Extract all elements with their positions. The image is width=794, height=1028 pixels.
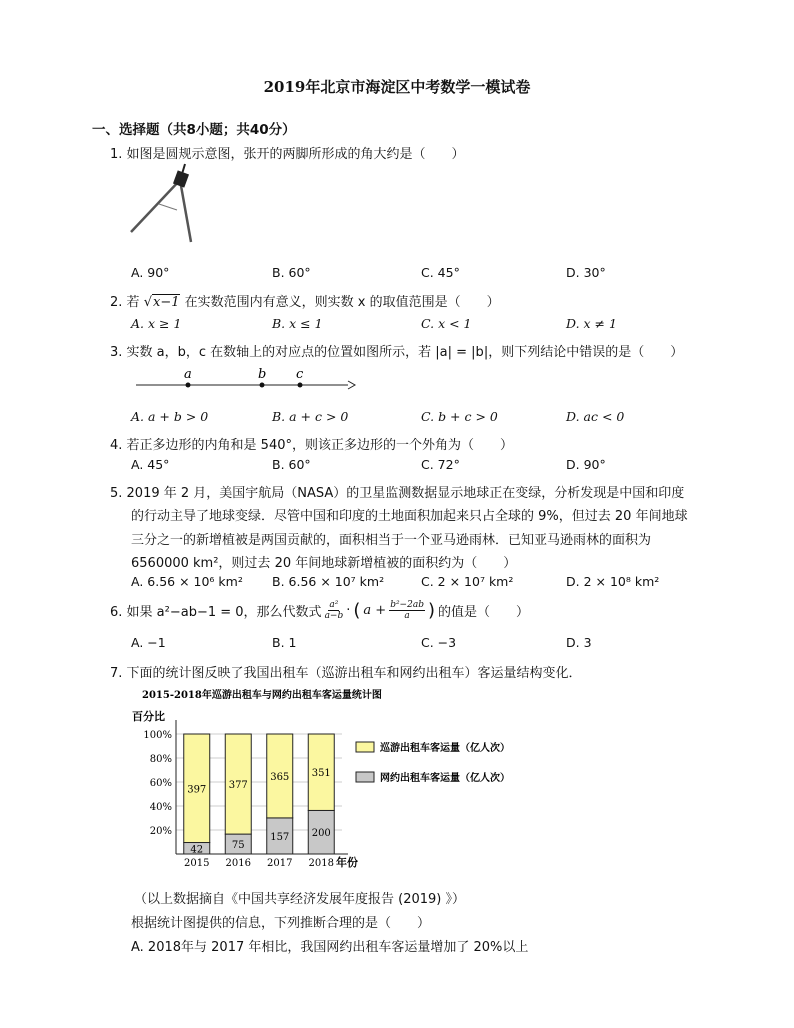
q6-option-d: D. 3 [566, 635, 592, 650]
legend-swatch [356, 742, 374, 752]
section-heading: 一、选择题（共8小题；共40分） [92, 122, 296, 138]
q1-option-b: B. 60° [272, 265, 311, 280]
q6-fraction-1-numerator: a² [329, 600, 339, 610]
q6-option-a: A. −1 [131, 635, 166, 650]
q6-fraction-1-denominator: a−b [324, 611, 344, 621]
q7-source: （以上数据摘自《中国共享经济发展年度报告 (2019) 》） [134, 892, 465, 907]
compass-right-leg [180, 180, 191, 242]
q7-option-a: A. 2018年与 2017 年相比，我国网约出租车客运量增加了 20%以上 [131, 940, 529, 955]
q3-option-d: D. ac < 0 [566, 409, 625, 424]
q4-option-a: A. 45° [131, 457, 170, 472]
chart-xtick-label: 2017 [267, 858, 293, 869]
bar-label-cruise-2018: 351 [311, 768, 331, 780]
q2-stem-post: 在实数范围内有意义，则实数 x 的取值范围是（ ） [184, 295, 500, 310]
q6-stem-post: 的值是（ ） [437, 605, 529, 620]
bar-label-online-2017: 157 [270, 831, 290, 843]
chart-ytick-label: 60% [149, 778, 172, 789]
q5-option-c: C. 2 × 10⁷ km² [421, 574, 514, 589]
chart-xtick-label: 2018 [308, 858, 334, 869]
legend-label: 网约出租车客运量（亿人次） [380, 773, 510, 784]
q2-option-c: C. x < 1 [421, 316, 472, 331]
bar-label-cruise-2017: 365 [270, 771, 290, 783]
q3-option-c: C. b + c > 0 [421, 409, 498, 424]
q5-option-d: D. 2 × 10⁸ km² [566, 574, 660, 589]
q6-stem [110, 600, 529, 621]
chart-xlabel: 年份 [336, 856, 358, 869]
number-line-figure [130, 366, 360, 394]
compass-left-leg [131, 180, 180, 232]
q5-option-b: B. 6.56 × 10⁷ km² [272, 574, 385, 589]
q2-radicand: x−1 [152, 295, 180, 310]
q5-line-1: 5. 2019 年 2 月，美国宇航局（NASA）的卫星监测数据显示地球正在变绿，分析发现是中国和印度 [110, 486, 685, 501]
q4-stem: 4. 若正多边形的内角和是 540°，则该正多边形的一个外角为（ ） [110, 438, 513, 453]
compass-figure [125, 162, 205, 246]
compass-hinge-bar [159, 204, 177, 210]
legend-swatch [356, 772, 374, 782]
q6-right-paren: ) [427, 600, 435, 621]
q2-stem-pre: 2. 若 [110, 295, 140, 310]
number-line-arrow [348, 381, 355, 389]
bar-label-cruise-2016: 377 [228, 780, 248, 792]
radical-sign: √ [143, 295, 152, 310]
bar-label-cruise-2015: 397 [187, 784, 207, 796]
q4-option-b: B. 60° [272, 457, 311, 472]
bar-label-online-2018: 200 [311, 828, 331, 840]
q3-option-b: B. a + c > 0 [272, 409, 349, 424]
q6-fraction-2 [389, 600, 425, 621]
q3-stem: 3. 实数 a，b，c 在数轴上的对应点的位置如图所示，若 |a| = |b|，则下列结论中错误的是（ ） [110, 345, 684, 360]
q5-line-3: 三分之一的新增植被是两国贡献的，面积相当于一个亚马逊雨林．已知亚马逊雨林的面积为 [131, 533, 652, 548]
q5-line-4: 6560000 km²，则过去 20 年间地球新增植被的面积约为（ ） [131, 556, 517, 571]
chart-xtick-label: 2016 [225, 858, 251, 869]
taxi-chart [130, 684, 550, 870]
chart-ytick-label: 40% [149, 802, 172, 813]
point-b [260, 383, 265, 388]
q6-fraction-2-denominator: a [404, 611, 410, 621]
q3-option-a: A. a + b > 0 [131, 409, 209, 424]
q5-line-2: 的行动主导了地球变绿．尽管中国和印度的土地面积加起来只占全球的 9%，但过去 20 年间地球 [131, 509, 688, 524]
bar-label-online-2016: 75 [231, 840, 245, 852]
q2-option-d: D. x ≠ 1 [566, 316, 617, 331]
q6-fraction-2-numerator: b²−2ab [390, 600, 424, 610]
chart-ylabel: 百分比 [132, 710, 165, 723]
q6-option-b: B. 1 [272, 635, 297, 650]
q7-prompt: 根据统计图提供的信息，下列推断合理的是（ ） [131, 916, 431, 931]
q6-fraction-1 [325, 600, 344, 621]
point-a [186, 383, 191, 388]
q1-option-a: A. 90° [131, 265, 170, 280]
q6-stem-pre: 6. 如果 a²−ab−1 = 0，那么代数式 [110, 605, 322, 620]
page-title: 2019年北京市海淀区中考数学一模试卷 [263, 78, 531, 96]
chart-bars [184, 734, 335, 869]
q6-dot: · [346, 603, 351, 618]
q6-paren-a: a + [363, 603, 387, 618]
label-c: c [296, 367, 304, 382]
q1-option-d: D. 30° [566, 265, 606, 280]
q6-left-paren: ( [353, 600, 361, 621]
q6-option-c: C. −3 [421, 635, 457, 650]
chart-xtick-label: 2015 [184, 858, 210, 869]
q2-stem [110, 291, 500, 310]
chart-legend [356, 741, 510, 784]
label-b: b [258, 367, 267, 382]
q7-stem: 7. 下面的统计图反映了我国出租车（巡游出租车和网约出租车）客运量结构变化． [110, 666, 582, 681]
q4-option-c: C. 72° [421, 457, 460, 472]
legend-label: 巡游出租车客运量（亿人次） [380, 743, 510, 754]
q4-option-d: D. 90° [566, 457, 606, 472]
chart-ytick-label: 100% [143, 730, 172, 741]
q2-option-b: B. x ≤ 1 [272, 316, 323, 331]
chart-ytick-label: 80% [149, 754, 172, 765]
q1-stem: 1. 如图是圆规示意图，张开的两脚所形成的角大约是（ ） [110, 147, 465, 162]
point-c [298, 383, 303, 388]
q2-option-a: A. x ≥ 1 [131, 316, 182, 331]
label-a: a [184, 367, 192, 382]
chart-title: 2015-2018年巡游出租车与网约出租车客运量统计图 [142, 690, 382, 701]
q5-option-a: A. 6.56 × 10⁶ km² [131, 574, 243, 589]
chart-ytick-label: 20% [149, 826, 172, 837]
bar-label-online-2015: 42 [190, 844, 204, 856]
q1-option-c: C. 45° [421, 265, 460, 280]
